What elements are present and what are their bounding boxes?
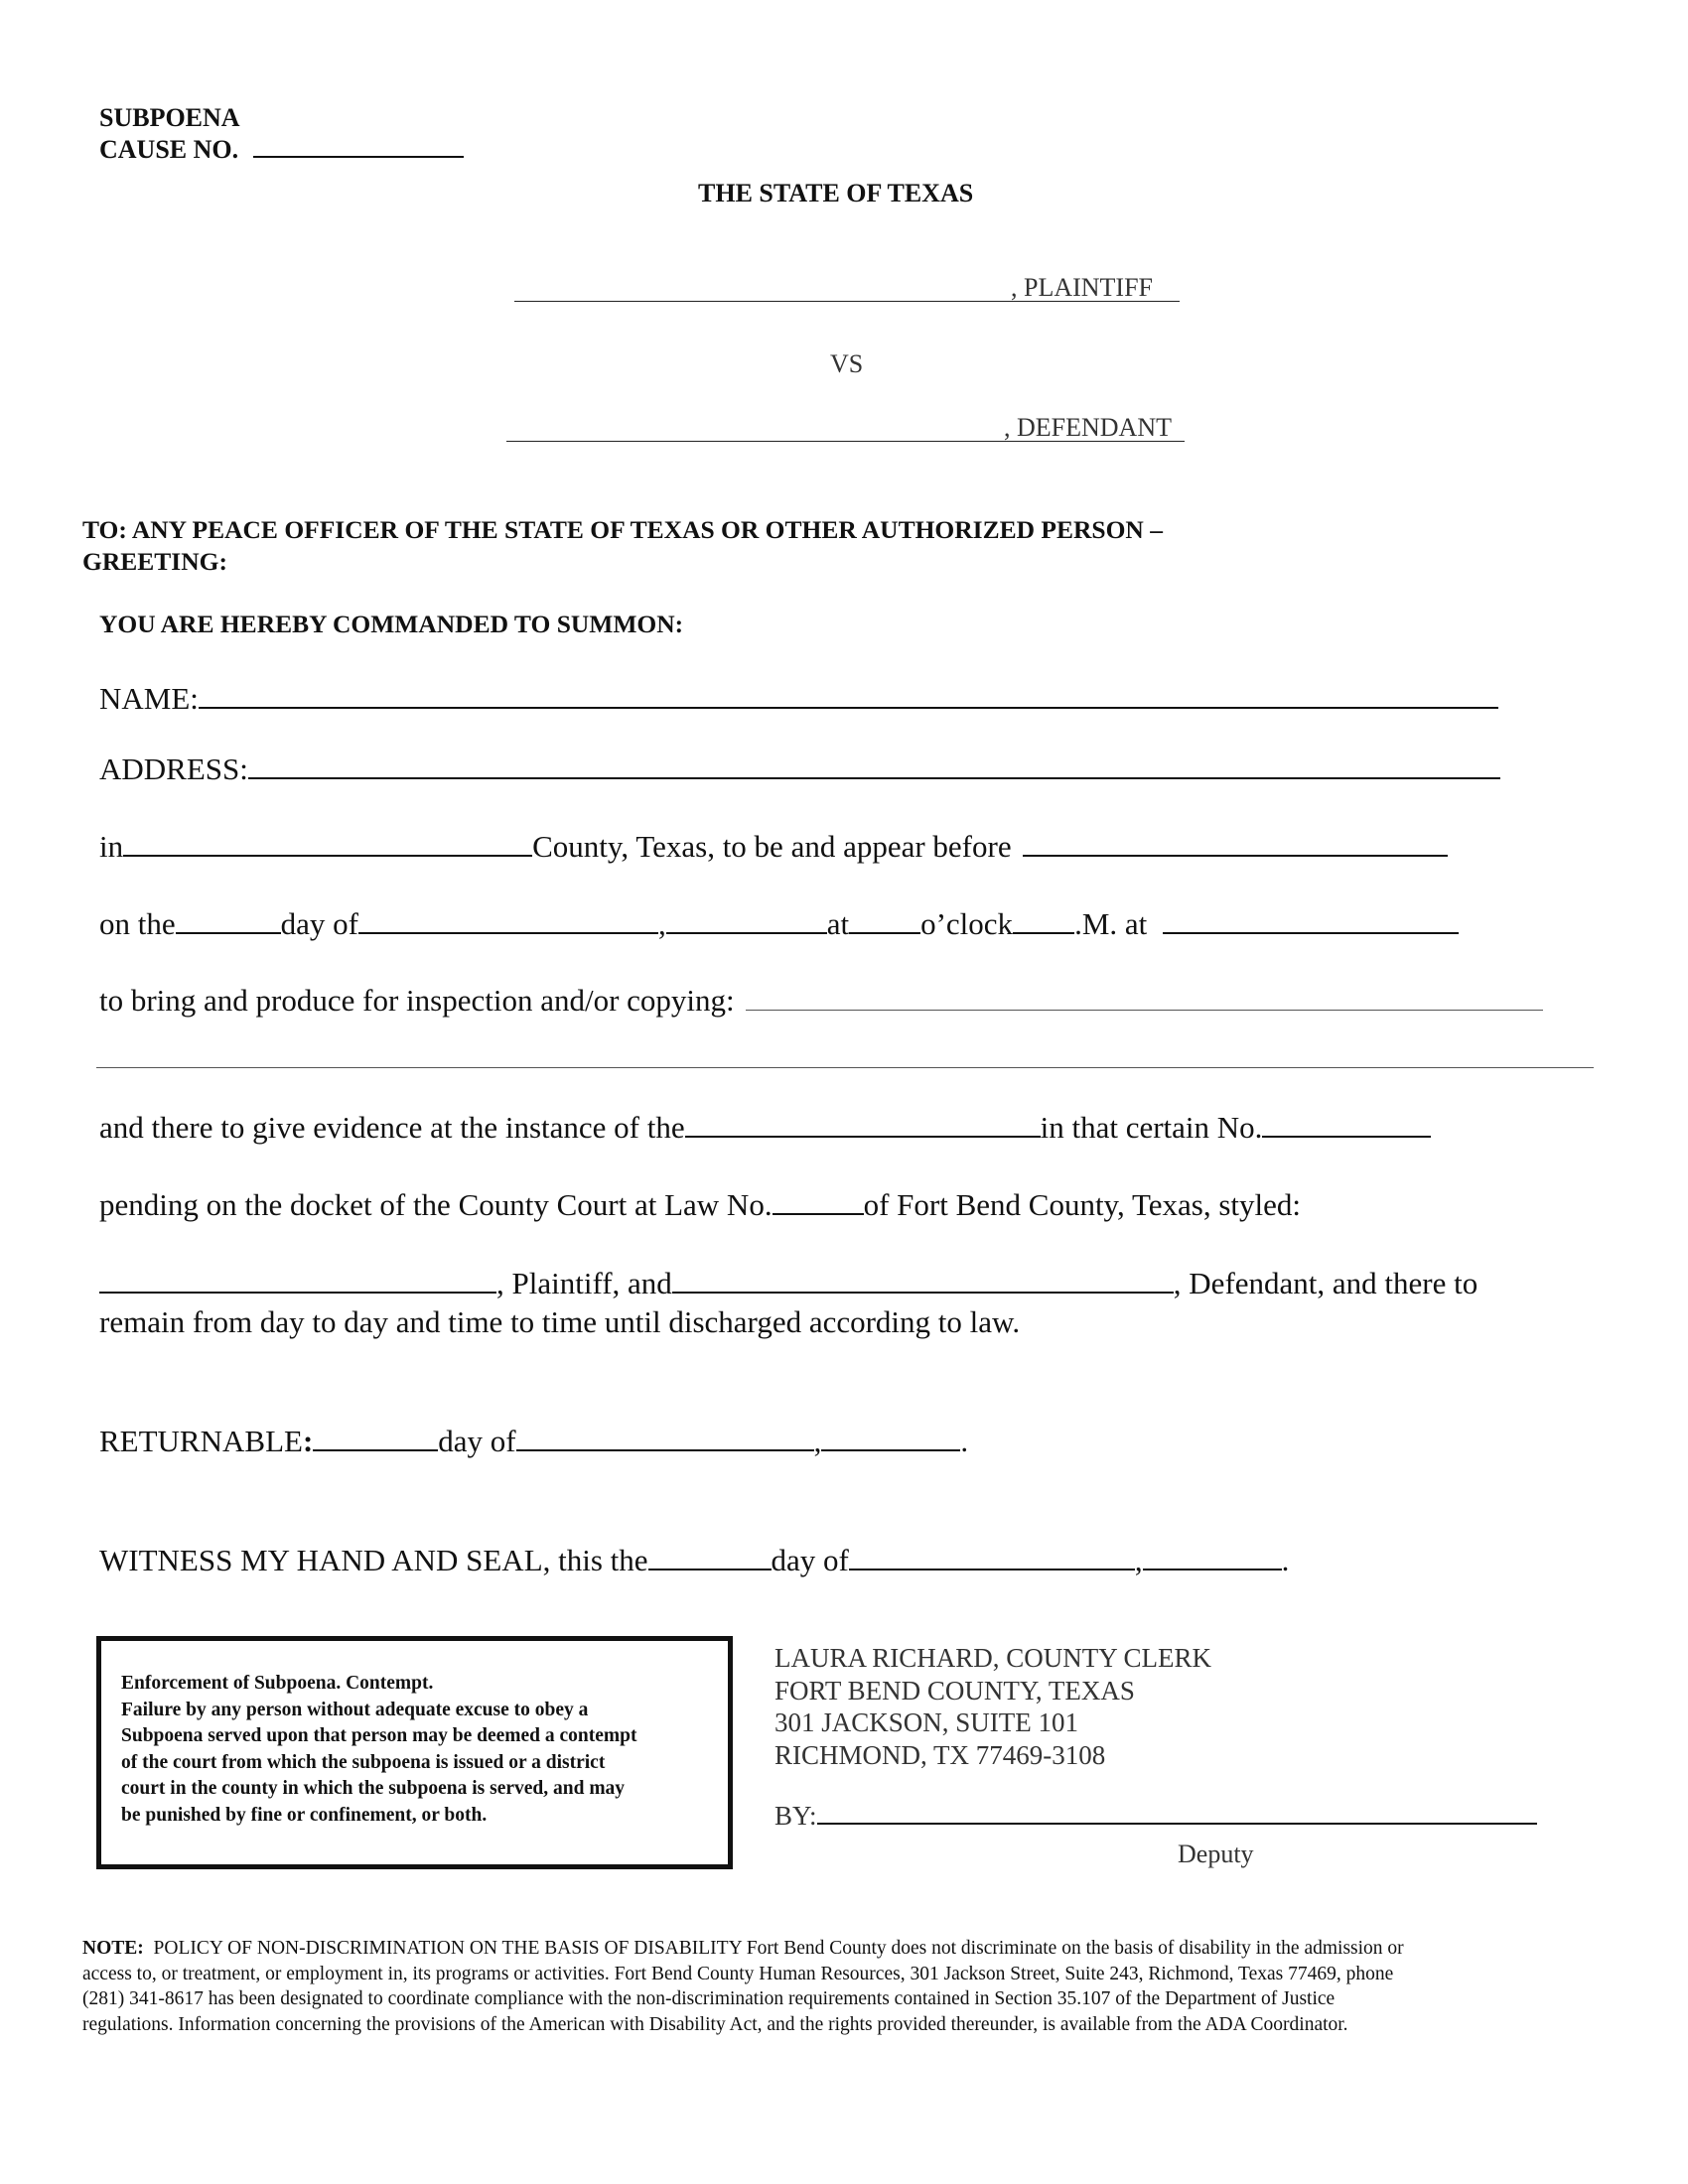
certain-no-label: in that certain No. [1040, 1110, 1263, 1145]
clerk-street: 301 JACKSON, SUITE 101 [774, 1707, 1079, 1737]
witness-day-field[interactable] [648, 1569, 772, 1570]
name-row [99, 681, 1498, 717]
produce-row [99, 983, 1543, 1019]
plaintiff-and-label: , Plaintiff, and [496, 1266, 672, 1300]
in-label: in [99, 829, 124, 864]
day-of-label: day of [280, 906, 358, 941]
notice-line: court in the county in which the subpoena is served, and may [121, 1778, 626, 1799]
clerk-city: RICHMOND, TX 77469-3108 [774, 1739, 1106, 1770]
notice-title: Enforcement of Subpoena. Contempt. [121, 1673, 434, 1694]
county-text: County, Texas, to be and appear before [532, 829, 1012, 864]
name-label: NAME: [99, 681, 199, 716]
returnable-row [99, 1424, 968, 1459]
state-title: THE STATE OF TEXAS [698, 179, 974, 207]
notice-line: be punished by fine or confinement, or both. [121, 1804, 488, 1826]
cause-number-label: CAUSE NO. [99, 135, 239, 164]
ada-footer-note [82, 1936, 1612, 2037]
appear-day-field[interactable] [176, 932, 281, 934]
styled-plaintiff-field[interactable] [99, 1292, 496, 1294]
instance-of-field[interactable] [685, 1136, 1041, 1138]
command-heading: YOU ARE HEREBY COMMANDED TO SUMMON: [99, 610, 684, 638]
deputy-label: Deputy [1178, 1840, 1254, 1868]
witness-period: . [1281, 1543, 1290, 1577]
appear-hour-field[interactable] [849, 932, 920, 934]
deputy-signature-field[interactable] [817, 1823, 1537, 1825]
clerk-name: LAURA RICHARD, COUNTY CLERK [774, 1643, 1212, 1673]
by-row [774, 1801, 1537, 1832]
witness-month-field[interactable] [849, 1569, 1135, 1570]
note-line-4: regulations. Information concerning the provisions of the American with Disability Act, and the rights provided thereunder, is available from the ADA Coordinator. [82, 2013, 1348, 2035]
clerk-county: FORT BEND COUNTY, TEXAS [774, 1675, 1135, 1706]
m-at-label: .M. at [1074, 906, 1148, 941]
address-label: ADDRESS: [99, 751, 248, 786]
cause-number-field[interactable] [253, 156, 464, 158]
oclock-label: o’clock [920, 906, 1014, 941]
clerk-block [774, 1642, 1211, 1771]
greeting-to-line: TO: ANY PEACE OFFICER OF THE STATE OF TEXAS OR OTHER AUTHORIZED PERSON – [82, 515, 1163, 544]
pending-label: pending on the docket of the County Court at Law No. [99, 1187, 773, 1222]
witness-label: WITNESS MY HAND AND SEAL, this the [99, 1543, 648, 1577]
notice-line: Failure by any person without adequate excuse to obey a [121, 1699, 589, 1720]
pending-row [99, 1187, 1301, 1223]
appear-before-field[interactable] [1023, 855, 1448, 857]
at-label: at [826, 906, 850, 941]
returnable-period: . [960, 1424, 969, 1458]
defendant-name-field[interactable] [506, 440, 1003, 442]
notice-line: Subpoena served upon that person may be deemed a contempt [121, 1725, 637, 1746]
styled-defendant-field[interactable] [672, 1292, 1174, 1294]
county-field[interactable] [123, 855, 532, 857]
address-row [99, 751, 1500, 787]
returnable-year-field[interactable] [821, 1449, 960, 1451]
returnable-month-field[interactable] [516, 1449, 814, 1451]
plaintiff-name-field[interactable] [514, 300, 1011, 302]
name-field[interactable] [199, 707, 1498, 709]
court-number-field[interactable] [773, 1213, 864, 1215]
appear-month-field[interactable] [358, 932, 658, 934]
returnable-day-of: day of [438, 1424, 516, 1458]
styled-row [99, 1266, 1477, 1301]
evidence-label: and there to give evidence at the instance of the [99, 1110, 685, 1145]
remain-text: remain from day to day and time to time until discharged according to law. [99, 1304, 1021, 1339]
produce-items-field-line2[interactable] [96, 1067, 1594, 1068]
note-line-1: POLICY OF NON-DISCRIMINATION ON THE BASIS OF DISABILITY Fort Bend County does not discriminate on the basis of disability in the admission or [153, 1938, 1404, 1959]
witness-day-of: day of [771, 1543, 849, 1577]
witness-comma: , [1134, 1543, 1143, 1577]
address-field[interactable] [248, 777, 1500, 779]
returnable-colon: : [302, 1424, 314, 1458]
county-row [99, 829, 1448, 865]
case-number-field[interactable] [1262, 1136, 1431, 1138]
by-label: BY: [774, 1801, 817, 1831]
date-time-row [99, 906, 1459, 942]
evidence-row [99, 1110, 1431, 1146]
returnable-comma: , [813, 1424, 822, 1458]
fort-bend-label: of Fort Bend County, Texas, styled: [863, 1187, 1301, 1222]
notice-line: of the court from which the subpoena is issued or a district [121, 1751, 606, 1773]
vs-label: VS [830, 349, 864, 378]
defendant-label: , DEFENDANT [1004, 413, 1172, 442]
returnable-label: RETURNABLE [99, 1424, 303, 1458]
appear-year-field[interactable] [666, 932, 827, 934]
greeting-line: GREETING: [82, 547, 227, 576]
witness-year-field[interactable] [1143, 1569, 1282, 1570]
note-line-2: access to, or treatment, or employment in, its programs or activities. Fort Bend County Human Resources, 301 Jackson Street, Suite 243, Richmond, Texas 77469, phone [82, 1963, 1394, 1984]
plaintiff-label: , PLAINTIFF [1011, 273, 1154, 302]
produce-items-field[interactable] [746, 1010, 1543, 1011]
appear-location-field[interactable] [1163, 932, 1459, 934]
form-title: SUBPOENA [99, 103, 240, 132]
produce-label: to bring and produce for inspection and/or copying: [99, 983, 735, 1018]
defendant-there-label: , Defendant, and there to [1173, 1266, 1478, 1300]
am-pm-field[interactable] [1013, 932, 1074, 934]
returnable-day-field[interactable] [313, 1449, 438, 1451]
cause-number-row [99, 135, 464, 165]
enforcement-notice-box [96, 1636, 733, 1869]
witness-row [99, 1543, 1289, 1578]
comma: , [657, 906, 666, 941]
note-line-3: (281) 341-8617 has been designated to coordinate compliance with the non-discrimination requirements contained in Section 35.107 of the Department of Justice [82, 1988, 1336, 2009]
note-label: NOTE: [82, 1938, 144, 1959]
on-the-label: on the [99, 906, 176, 941]
